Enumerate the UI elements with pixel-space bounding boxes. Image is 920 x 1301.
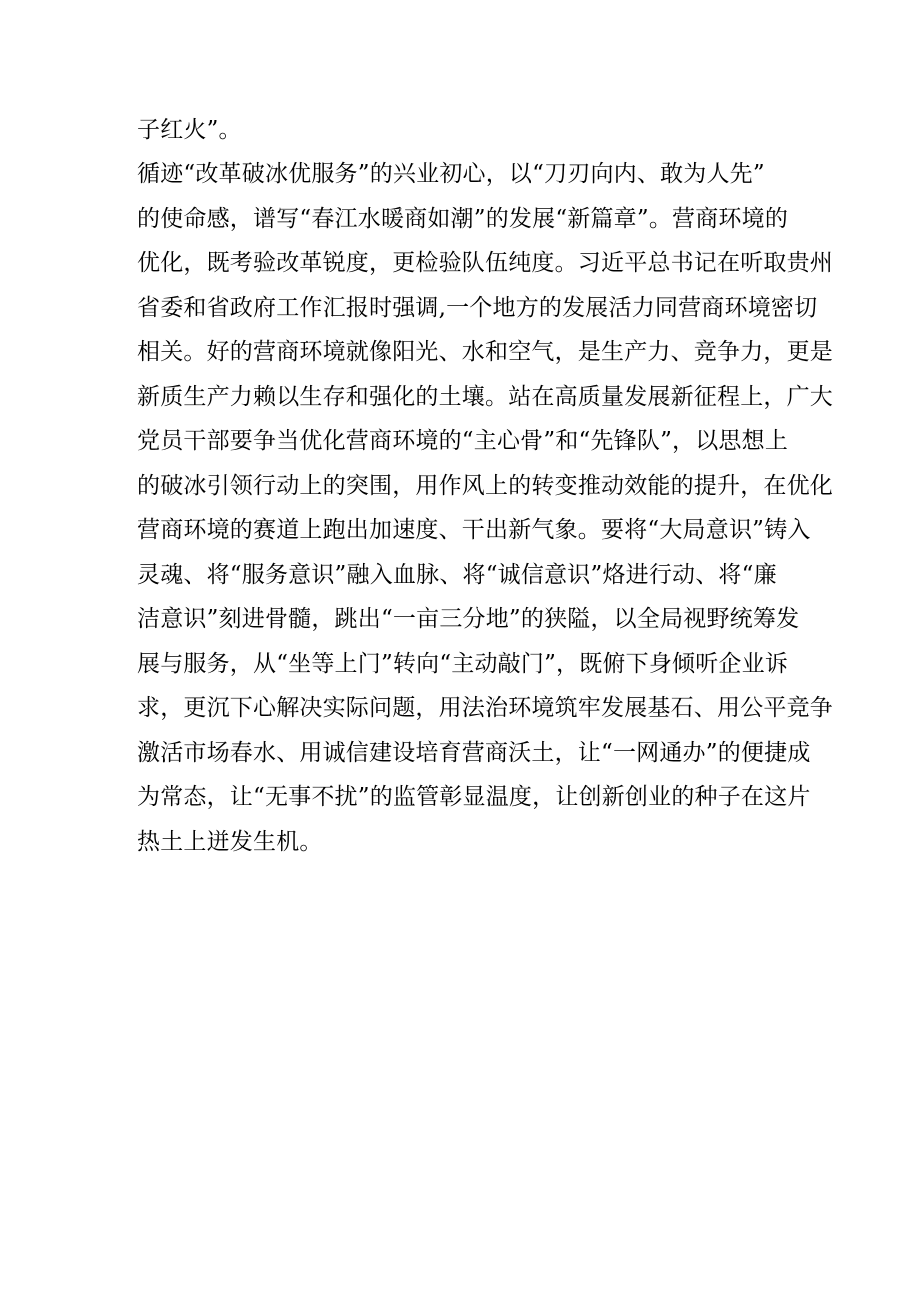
text-line-2: 循迹“改革破冰优服务”的兴业初心，以“刀刃向内、敢为人先” xyxy=(137,161,765,187)
text-line-6: 相关。好的营商环境就像阳光、水和空气，是生产力、竞争力，更是 xyxy=(137,339,833,365)
text-line-13: 展与服务，从“坐等上门”转向“主动敲门”，既俯下身倾听企业诉 xyxy=(137,651,789,677)
text-line-10: 营商环境的赛道上跑出加速度、干出新气象。要将“大局意识”铸入 xyxy=(137,517,811,543)
text-line-5: 省委和省政府工作汇报时强调,一个地方的发展活力同营商环境密切 xyxy=(137,295,818,321)
text-line-15: 激活市场春水、用诚信建设培育营商沃土，让“一网通办”的便捷成 xyxy=(137,740,811,766)
text-line-9: 的破冰引领行动上的突围，用作风上的转变推动效能的提升，在优化 xyxy=(137,473,833,499)
text-line-17: 热土上迸发生机。 xyxy=(137,829,323,855)
text-line-7: 新质生产力赖以生存和强化的土壤。站在高质量发展新征程上，广大 xyxy=(137,384,833,410)
text-line-3: 的使命感，谱写“春江水暖商如潮”的发展“新篇章”。营商环境的 xyxy=(137,206,789,232)
text-line-1: 子红火”。 xyxy=(137,117,242,143)
text-line-12: 洁意识”刻进骨髓，跳出“一亩三分地”的狭隘，以全局视野统筹发 xyxy=(137,606,800,632)
text-line-4: 优化，既考验改革锐度，更检验队伍纯度。习近平总书记在听取贵州 xyxy=(137,250,833,276)
text-line-11: 灵魂、将“服务意识”融入血脉、将“诚信意识”烙进行动、将“廉 xyxy=(137,562,777,588)
text-line-8: 党员干部要争当优化营商环境的“主心骨”和“先锋队”，以思想上 xyxy=(137,428,789,454)
text-line-14: 求，更沉下心解决实际问题，用法治环境筑牢发展基石、用公平竞争 xyxy=(137,695,833,721)
text-line-16: 为常态，让“无事不扰”的监管彰显温度，让创新创业的种子在这片 xyxy=(137,784,811,810)
